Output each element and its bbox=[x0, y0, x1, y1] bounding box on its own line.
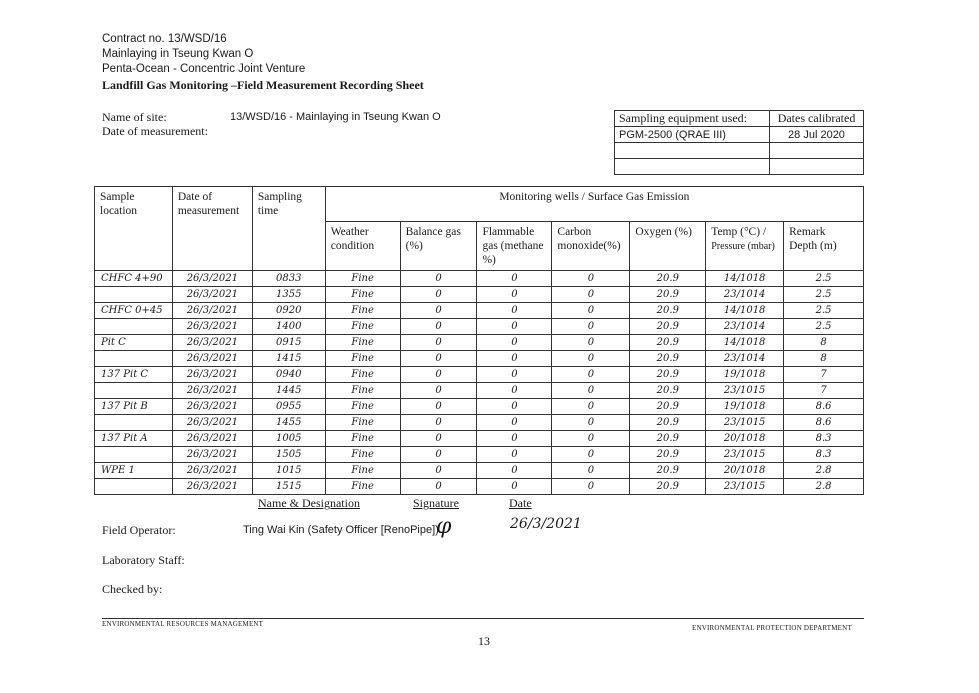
cell-o2: 20.9 bbox=[630, 351, 706, 367]
cell-balance: 0 bbox=[400, 431, 477, 447]
table-row bbox=[95, 415, 864, 431]
cell-o2: 20.9 bbox=[630, 383, 706, 399]
cell-weather: Fine bbox=[325, 271, 400, 287]
table-row bbox=[95, 287, 864, 303]
cell-balance: 0 bbox=[400, 319, 477, 335]
cell-remark: 2.5 bbox=[784, 303, 864, 319]
cell-tp: 20/1018 bbox=[706, 463, 784, 479]
cell-co: 0 bbox=[552, 335, 630, 351]
col-temp-pressure bbox=[706, 222, 784, 271]
cell-balance: 0 bbox=[400, 303, 477, 319]
cell-date: 26/3/2021 bbox=[172, 447, 252, 463]
cell-co: 0 bbox=[552, 287, 630, 303]
footer-left-text: ENVIRONMENTAL RESOURCES MANAGEMENT bbox=[102, 620, 264, 628]
date-heading: Date bbox=[509, 496, 532, 510]
col-flammable-gas: Flammable gas (methane %) bbox=[477, 222, 552, 271]
cell-balance: 0 bbox=[400, 351, 477, 367]
cell-remark: 2.8 bbox=[784, 479, 864, 495]
cell-o2: 20.9 bbox=[630, 479, 706, 495]
cell-tp: 23/1014 bbox=[706, 287, 784, 303]
cell-tp: 23/1014 bbox=[706, 351, 784, 367]
cell-loc bbox=[95, 479, 173, 495]
table-row bbox=[95, 351, 864, 367]
equipment-device: PGM-2500 (QRAE III) bbox=[615, 127, 770, 143]
equipment-empty-cell bbox=[770, 159, 864, 175]
cell-tp: 20/1018 bbox=[706, 431, 784, 447]
cell-date: 26/3/2021 bbox=[172, 399, 252, 415]
calibration-date: 28 Jul 2020 bbox=[770, 127, 864, 143]
cell-weather: Fine bbox=[325, 303, 400, 319]
cell-date: 26/3/2021 bbox=[172, 271, 252, 287]
cell-date: 26/3/2021 bbox=[172, 415, 252, 431]
cell-co: 0 bbox=[552, 351, 630, 367]
cell-flam: 0 bbox=[477, 447, 552, 463]
cell-date: 26/3/2021 bbox=[172, 319, 252, 335]
cell-o2: 20.9 bbox=[630, 303, 706, 319]
col-group-monitoring: Monitoring wells / Surface Gas Emission bbox=[325, 187, 863, 222]
cell-loc: 137 Pit C bbox=[95, 367, 173, 383]
page-number: 13 bbox=[478, 634, 490, 648]
cell-loc bbox=[95, 415, 173, 431]
cell-time: 1355 bbox=[252, 287, 325, 303]
measurement-rows bbox=[95, 271, 864, 495]
cell-time: 1400 bbox=[252, 319, 325, 335]
name-designation-heading: Name & Designation bbox=[258, 496, 360, 510]
col-temp-label: Temp (°C) / bbox=[711, 226, 767, 238]
equipment-empty-cell bbox=[770, 143, 864, 159]
cell-loc bbox=[95, 287, 173, 303]
cell-balance: 0 bbox=[400, 399, 477, 415]
cell-flam: 0 bbox=[477, 383, 552, 399]
cell-date: 26/3/2021 bbox=[172, 335, 252, 351]
cell-balance: 0 bbox=[400, 287, 477, 303]
cell-balance: 0 bbox=[400, 479, 477, 495]
cell-loc bbox=[95, 383, 173, 399]
cell-flam: 0 bbox=[477, 415, 552, 431]
col-sample-location: Sample location bbox=[95, 187, 173, 271]
cell-loc bbox=[95, 447, 173, 463]
cell-flam: 0 bbox=[477, 319, 552, 335]
cell-flam: 0 bbox=[477, 287, 552, 303]
site-name-value: 13/WSD/16 - Mainlaying in Tseung Kwan O bbox=[230, 111, 441, 123]
cell-balance: 0 bbox=[400, 367, 477, 383]
cell-co: 0 bbox=[552, 383, 630, 399]
cell-time: 0833 bbox=[252, 271, 325, 287]
document-title: Landfill Gas Monitoring –Field Measurement Recording Sheet bbox=[102, 78, 424, 92]
cell-balance: 0 bbox=[400, 463, 477, 479]
cell-tp: 23/1015 bbox=[706, 383, 784, 399]
cell-balance: 0 bbox=[400, 383, 477, 399]
cell-tp: 23/1015 bbox=[706, 479, 784, 495]
cell-weather: Fine bbox=[325, 479, 400, 495]
cell-o2: 20.9 bbox=[630, 447, 706, 463]
cell-o2: 20.9 bbox=[630, 399, 706, 415]
col-weather: Weather condition bbox=[325, 222, 400, 271]
col-sampling-time: Sampling time bbox=[252, 187, 325, 271]
cell-weather: Fine bbox=[325, 351, 400, 367]
col-remark-depth bbox=[784, 222, 864, 271]
field-operator-name: Ting Wai Kin (Safety Officer [RenoPipe]) bbox=[243, 524, 439, 536]
laboratory-staff-label: Laboratory Staff: bbox=[102, 553, 185, 567]
signature-heading: Signature bbox=[413, 496, 459, 510]
table-row bbox=[95, 399, 864, 415]
table-row bbox=[95, 479, 864, 495]
cell-co: 0 bbox=[552, 415, 630, 431]
field-operator-date: 26/3/2021 bbox=[510, 516, 582, 532]
cell-time: 0915 bbox=[252, 335, 325, 351]
cell-remark: 7 bbox=[784, 383, 864, 399]
cell-weather: Fine bbox=[325, 463, 400, 479]
cell-date: 26/3/2021 bbox=[172, 303, 252, 319]
cell-remark: 8 bbox=[784, 351, 864, 367]
contractor-name: Penta-Ocean - Concentric Joint Venture bbox=[102, 63, 306, 75]
table-row bbox=[95, 431, 864, 447]
cell-tp: 14/1018 bbox=[706, 303, 784, 319]
cell-co: 0 bbox=[552, 271, 630, 287]
measurement-date-label: Date of measurement: bbox=[102, 124, 208, 138]
cell-remark: 2.5 bbox=[784, 271, 864, 287]
cell-balance: 0 bbox=[400, 271, 477, 287]
cell-flam: 0 bbox=[477, 335, 552, 351]
cell-date: 26/3/2021 bbox=[172, 351, 252, 367]
checked-by-label: Checked by: bbox=[102, 582, 163, 596]
equipment-empty-cell bbox=[615, 143, 770, 159]
cell-weather: Fine bbox=[325, 367, 400, 383]
table-row bbox=[95, 367, 864, 383]
calibrated-header: Dates calibrated bbox=[770, 111, 864, 127]
cell-flam: 0 bbox=[477, 399, 552, 415]
field-operator-signature: φ bbox=[436, 514, 452, 539]
table-row bbox=[95, 463, 864, 479]
cell-tp: 23/1015 bbox=[706, 447, 784, 463]
cell-balance: 0 bbox=[400, 447, 477, 463]
cell-flam: 0 bbox=[477, 479, 552, 495]
cell-remark: 8 bbox=[784, 335, 864, 351]
table-row bbox=[95, 319, 864, 335]
cell-date: 26/3/2021 bbox=[172, 287, 252, 303]
measurement-table bbox=[94, 186, 864, 495]
cell-tp: 19/1018 bbox=[706, 399, 784, 415]
cell-flam: 0 bbox=[477, 303, 552, 319]
cell-remark: 2.8 bbox=[784, 463, 864, 479]
cell-flam: 0 bbox=[477, 367, 552, 383]
cell-tp: 14/1018 bbox=[706, 335, 784, 351]
equipment-empty-cell bbox=[615, 159, 770, 175]
cell-co: 0 bbox=[552, 479, 630, 495]
contract-number: Contract no. 13/WSD/16 bbox=[102, 33, 227, 45]
cell-flam: 0 bbox=[477, 271, 552, 287]
cell-flam: 0 bbox=[477, 431, 552, 447]
project-name: Mainlaying in Tseung Kwan O bbox=[102, 48, 254, 60]
cell-o2: 20.9 bbox=[630, 335, 706, 351]
cell-remark: 8.3 bbox=[784, 431, 864, 447]
table-row bbox=[95, 335, 864, 351]
cell-loc: CHFC 4+90 bbox=[95, 271, 173, 287]
cell-co: 0 bbox=[552, 463, 630, 479]
cell-loc bbox=[95, 351, 173, 367]
cell-remark: 8.6 bbox=[784, 399, 864, 415]
cell-remark: 8.3 bbox=[784, 447, 864, 463]
cell-tp: 23/1014 bbox=[706, 319, 784, 335]
cell-co: 0 bbox=[552, 303, 630, 319]
cell-o2: 20.9 bbox=[630, 463, 706, 479]
cell-o2: 20.9 bbox=[630, 287, 706, 303]
cell-loc: CHFC 0+45 bbox=[95, 303, 173, 319]
cell-remark: 7 bbox=[784, 367, 864, 383]
col-remark-label: Remark bbox=[789, 226, 826, 238]
cell-weather: Fine bbox=[325, 287, 400, 303]
cell-weather: Fine bbox=[325, 335, 400, 351]
cell-time: 1005 bbox=[252, 431, 325, 447]
cell-co: 0 bbox=[552, 319, 630, 335]
col-carbon-monoxide: Carbon monoxide(%) bbox=[552, 222, 630, 271]
cell-weather: Fine bbox=[325, 399, 400, 415]
cell-weather: Fine bbox=[325, 431, 400, 447]
cell-remark: 8.6 bbox=[784, 415, 864, 431]
cell-flam: 0 bbox=[477, 351, 552, 367]
cell-remark: 2.5 bbox=[784, 319, 864, 335]
cell-co: 0 bbox=[552, 367, 630, 383]
cell-o2: 20.9 bbox=[630, 271, 706, 287]
table-row bbox=[95, 447, 864, 463]
cell-tp: 19/1018 bbox=[706, 367, 784, 383]
cell-loc bbox=[95, 319, 173, 335]
cell-date: 26/3/2021 bbox=[172, 367, 252, 383]
cell-o2: 20.9 bbox=[630, 319, 706, 335]
cell-time: 1455 bbox=[252, 415, 325, 431]
cell-loc: Pit C bbox=[95, 335, 173, 351]
cell-weather: Fine bbox=[325, 383, 400, 399]
cell-time: 0920 bbox=[252, 303, 325, 319]
cell-date: 26/3/2021 bbox=[172, 431, 252, 447]
cell-time: 0940 bbox=[252, 367, 325, 383]
cell-o2: 20.9 bbox=[630, 415, 706, 431]
cell-time: 1415 bbox=[252, 351, 325, 367]
cell-loc: 137 Pit B bbox=[95, 399, 173, 415]
cell-o2: 20.9 bbox=[630, 431, 706, 447]
cell-co: 0 bbox=[552, 431, 630, 447]
col-depth-label: Depth (m) bbox=[789, 240, 837, 252]
cell-flam: 0 bbox=[477, 463, 552, 479]
cell-remark: 2.5 bbox=[784, 287, 864, 303]
cell-date: 26/3/2021 bbox=[172, 479, 252, 495]
cell-date: 26/3/2021 bbox=[172, 383, 252, 399]
cell-loc: WPE 1 bbox=[95, 463, 173, 479]
field-operator-label: Field Operator: bbox=[102, 523, 176, 537]
cell-weather: Fine bbox=[325, 415, 400, 431]
col-date-of-measurement: Date of measurement bbox=[172, 187, 252, 271]
cell-time: 1505 bbox=[252, 447, 325, 463]
col-balance-gas: Balance gas (%) bbox=[400, 222, 477, 271]
cell-tp: 14/1018 bbox=[706, 271, 784, 287]
cell-weather: Fine bbox=[325, 319, 400, 335]
table-row bbox=[95, 303, 864, 319]
cell-time: 0955 bbox=[252, 399, 325, 415]
table-row bbox=[95, 271, 864, 287]
footer-rule bbox=[102, 618, 864, 619]
col-pressure-label: Pressure (mbar) bbox=[711, 241, 775, 252]
cell-co: 0 bbox=[552, 399, 630, 415]
site-name-label: Name of site: bbox=[102, 110, 167, 124]
table-row bbox=[95, 383, 864, 399]
equipment-header: Sampling equipment used: bbox=[615, 111, 770, 127]
cell-o2: 20.9 bbox=[630, 367, 706, 383]
cell-balance: 0 bbox=[400, 415, 477, 431]
col-oxygen: Oxygen (%) bbox=[630, 222, 706, 271]
cell-date: 26/3/2021 bbox=[172, 463, 252, 479]
cell-tp: 23/1015 bbox=[706, 415, 784, 431]
cell-balance: 0 bbox=[400, 335, 477, 351]
footer-right-text: ENVIRONMENTAL PROTECTION DEPARTMENT bbox=[692, 624, 852, 632]
cell-loc: 137 Pit A bbox=[95, 431, 173, 447]
cell-time: 1515 bbox=[252, 479, 325, 495]
equipment-table bbox=[614, 110, 864, 175]
cell-weather: Fine bbox=[325, 447, 400, 463]
cell-time: 1015 bbox=[252, 463, 325, 479]
cell-time: 1445 bbox=[252, 383, 325, 399]
cell-co: 0 bbox=[552, 447, 630, 463]
